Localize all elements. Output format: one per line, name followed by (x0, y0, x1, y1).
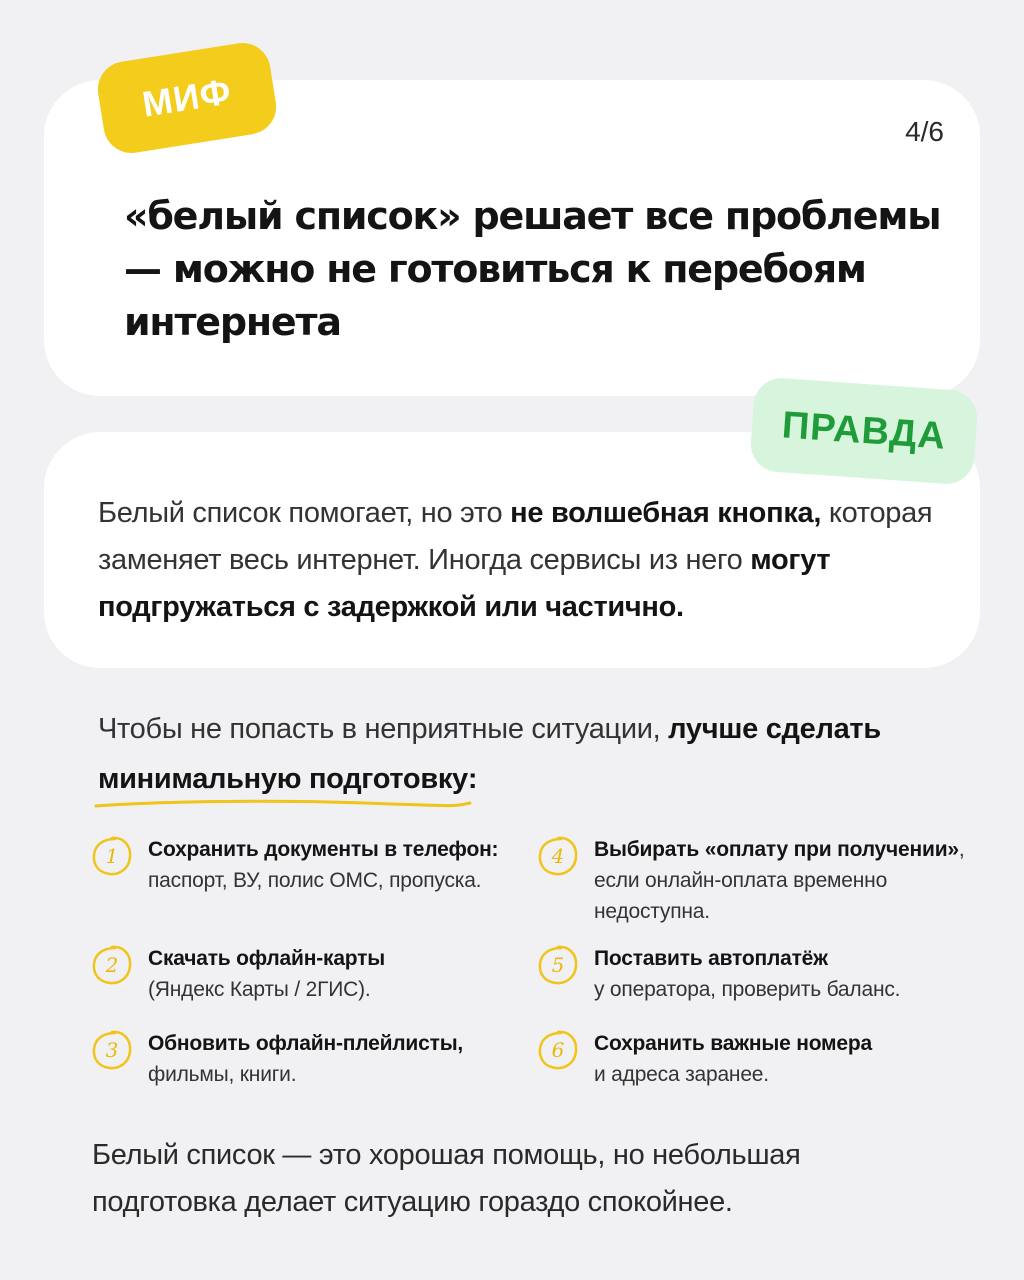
myth-title: «белый список» решает все проблемы — можно не готовиться к перебоям интернета (124, 194, 941, 344)
footer-text: Белый список — это хорошая помощь, но небольшая подготовка делает ситуацию гораздо спокойнее. (92, 1139, 801, 1218)
truth-badge: ПРАВДА (749, 376, 979, 485)
tip-item-2 (90, 943, 510, 1005)
tip-number-2: 2 (90, 943, 134, 987)
tip-text-3: Обновить офлайн-плейлисты, фильмы, книги. (148, 1032, 464, 1086)
tip-number-3: 3 (90, 1028, 134, 1072)
tip-text-6: Сохранить важные номера и адреса заранее. (594, 1032, 872, 1086)
tip-item-1 (90, 834, 510, 896)
tip-number-6: 6 (536, 1028, 580, 1072)
intro-part1: Чтобы не попасть в неприятные ситуации, (98, 713, 669, 745)
intro-underlined (98, 754, 468, 804)
tip-text-4: Выбирать «оплату при получении», если онлайн-оплата временно недоступна. (594, 838, 965, 923)
truth-text-bold2: могут подгружаться с задержкой или частично. (98, 544, 831, 623)
truth-text-part1: Белый список помогает, но это (98, 497, 511, 529)
intro-text (98, 704, 928, 804)
tip-item-4 (536, 834, 996, 927)
tip-number-1: 1 (90, 834, 134, 878)
intro-bold1: лучше сделать (668, 713, 881, 745)
tip-item-5 (536, 943, 996, 1005)
intro-colon: : (467, 763, 478, 795)
tip-text-1: Сохранить документы в телефон: паспорт, ВУ, полис ОМС, пропуска. (148, 838, 499, 892)
truth-text-part2: которая заменяет весь интернет. Иногда сервисы из него (98, 497, 933, 576)
tip-number-4: 4 (536, 834, 580, 878)
tip-number-5: 5 (536, 943, 580, 987)
page-counter: 4/6 (905, 116, 944, 147)
tip-text-5: Поставить автоплатёж у оператора, проверить баланс. (594, 947, 901, 1001)
truth-text (98, 490, 958, 631)
truth-text-bold1: не волшебная кнопка, (510, 497, 822, 529)
tip-text-2: Скачать офлайн-карты (Яндекс Карты / 2ГИС). (148, 947, 385, 1001)
underline-squiggle-icon (94, 798, 472, 810)
tip-item-3 (90, 1028, 530, 1090)
myth-badge: МИФ (94, 39, 280, 157)
tip-item-6 (536, 1028, 996, 1090)
intro-underlined-text: минимальную подготовку (98, 763, 468, 795)
